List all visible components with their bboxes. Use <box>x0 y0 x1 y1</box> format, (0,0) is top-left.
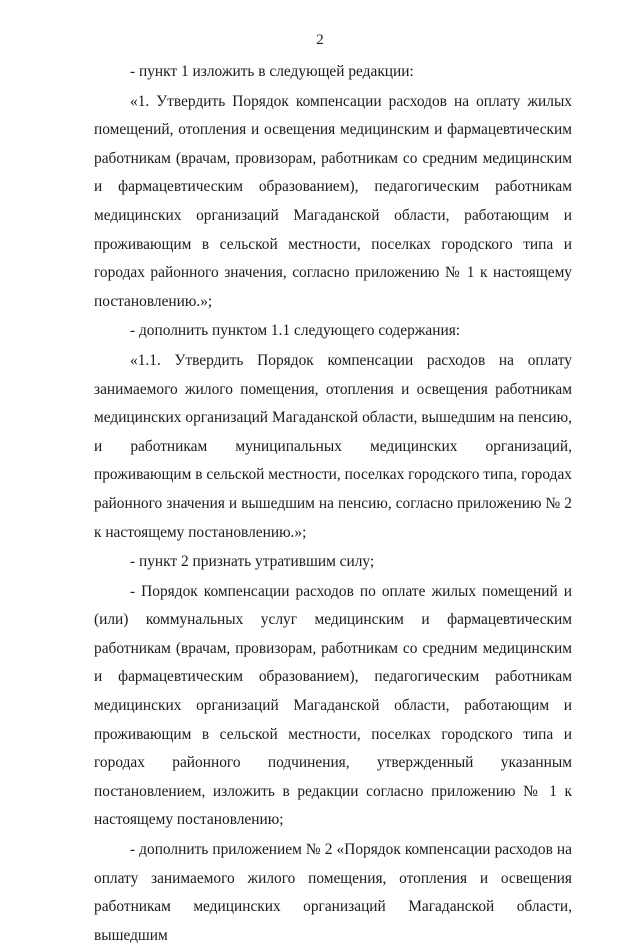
paragraph-item-2-repeal: - пункт 2 признать утратившим силу; <box>130 553 375 571</box>
paragraph-add-appendix-2: - дополнить приложением № 2 «Порядок компенсации расходов на оплату занимаемого жилого помещения, отопления и освещения работникам медицинских организаций Магаданской области, вышедшим <box>94 841 572 944</box>
page-number: 2 <box>316 32 324 48</box>
paragraph-item-1-amendment: - пункт 1 изложить в следующей редакции: <box>130 63 414 80</box>
paragraph-procedure-amendment: - Порядок компенсации расходов по оплате жилых помещений и (или) коммунальных услуг медицинским и фармацевтическим работникам (врачам, провизорам, работникам со средним медицинским и фармацевтическим образованием), педагогическим работникам медицинских организаций Магаданской области, работающим и проживающим в сельской местности, поселках городского типа и городах районного подчинения, утвержденный указанным постановлением, изложить в редакции согласно приложению № 1 к настоящему постановлению; <box>94 582 572 829</box>
paragraph-item-1-text: «1. Утвердить Порядок компенсации расходов на оплату жилых помещений, отопления и освещения медицинским и фармацевтическим работникам (врачам, провизорам, работникам со средним медицинским и фармацевтическим образованием), педагогическим работникам медицинских организаций Магаданской области, работающим и проживающим в сельской местности, поселках городского типа и городах районного значения, согласно приложению № 1 к настоящему постановлению.»; <box>94 92 572 310</box>
paragraph-add-item-1-1: - дополнить пунктом 1.1 следующего содержания: <box>130 322 461 340</box>
paragraph-item-1-1-text: «1.1. Утвердить Порядок компенсации расходов на оплату занимаемого жилого помещения, отопления и освещения работникам медицинских организаций Магаданской области, вышедшим на пенсию, и работникам муниципальных медицинских организаций, проживающим в сельской местности, поселках городского типа, городах районного значения и вышедшим на пенсию, согласно приложению № 2 к настоящему постановлению.»; <box>94 351 572 541</box>
document-body <box>94 58 572 950</box>
